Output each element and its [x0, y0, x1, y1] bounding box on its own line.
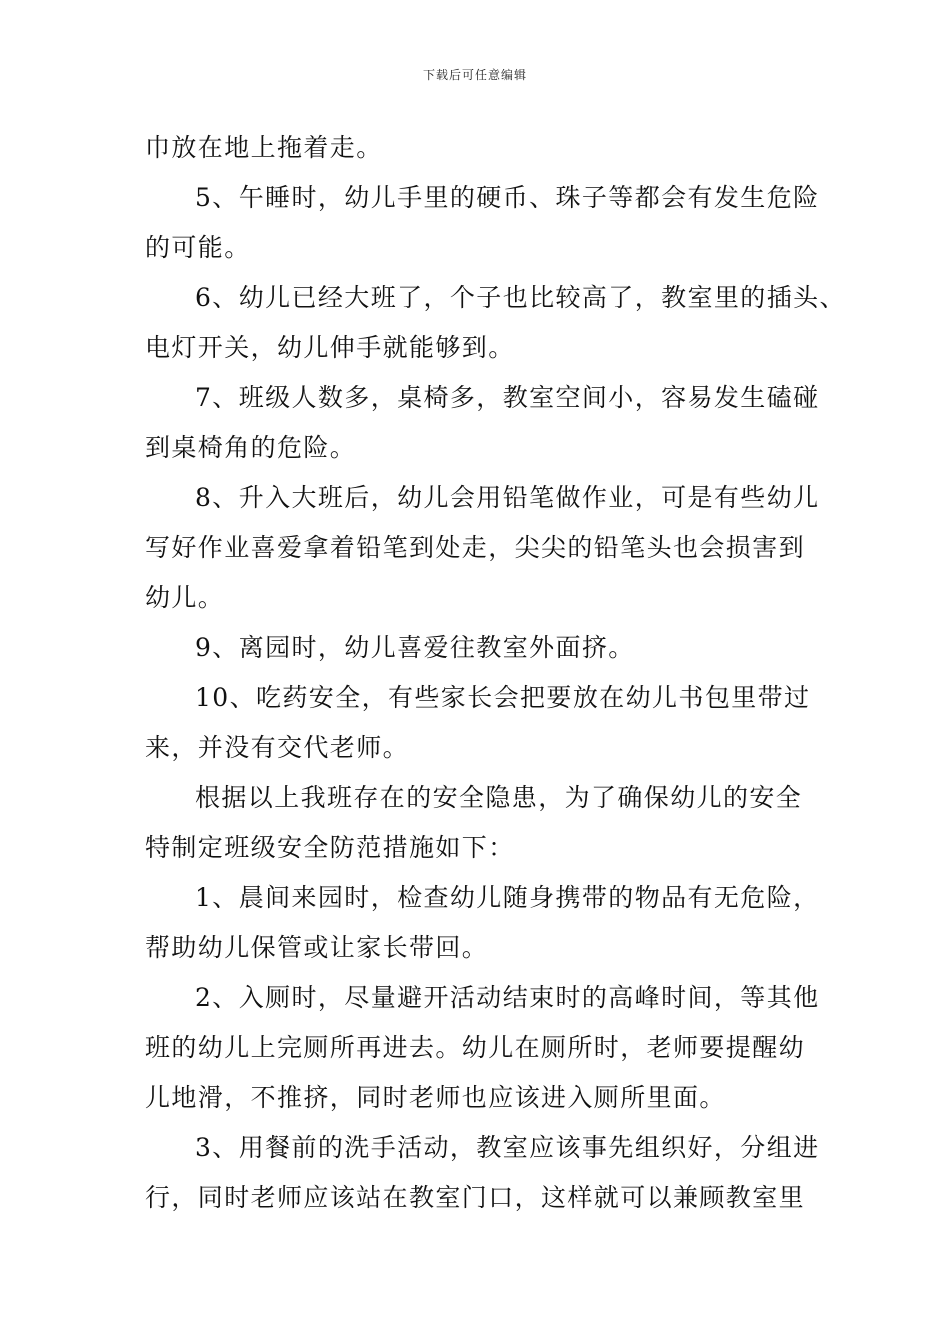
text-line: 10、吃药安全，有些家长会把要放在幼儿书包里带过: [195, 683, 811, 712]
text-line: 5、午睡时，幼儿手里的硬币、珠子等都会有发生危险: [195, 183, 820, 212]
page-header: 下载后可任意编辑: [422, 68, 527, 82]
text-line: 根据以上我班存在的安全隐患，为了确保幼儿的安全: [195, 783, 803, 812]
text-line: 电灯开关，幼儿伸手就能够到。: [145, 333, 515, 362]
text-line: 1、晨间来园时，检查幼儿随身携带的物品有无危险，: [195, 883, 820, 912]
text-line: 巾放在地上拖着走。: [145, 133, 383, 162]
text-line: 7、班级人数多，桌椅多，教室空间小，容易发生磕碰: [195, 383, 820, 412]
text-line: 行，同时老师应该站在教室门口，这样就可以兼顾教室里: [145, 1183, 806, 1212]
text-line: 的可能。: [145, 233, 251, 262]
text-line: 帮助幼儿保管或让家长带回。: [145, 933, 489, 962]
text-line: 到桌椅角的危险。: [145, 433, 357, 462]
text-line: 写好作业喜爱拿着铅笔到处走，尖尖的铅笔头也会损害到: [145, 533, 806, 562]
text-line: 2、入厕时，尽量避开活动结束时的高峰时间，等其他: [195, 983, 820, 1012]
text-line: 幼儿。: [145, 583, 225, 612]
text-line: 来，并没有交代老师。: [145, 733, 410, 762]
text-line: 3、用餐前的洗手活动，教室应该事先组织好，分组进: [195, 1133, 820, 1162]
text-line: 儿地滑，不推挤，同时老师也应该进入厕所里面。: [145, 1083, 726, 1112]
text-line: 特制定班级安全防范措施如下：: [145, 833, 515, 862]
text-line: 班的幼儿上完厕所再进去。幼儿在厕所时，老师要提醒幼: [145, 1033, 806, 1062]
text-line: 6、幼儿已经大班了，个子也比较高了，教室里的插头、: [195, 283, 846, 312]
text-line: 8、升入大班后，幼儿会用铅笔做作业，可是有些幼儿: [195, 483, 820, 512]
text-line: 9、离园时，幼儿喜爱往教室外面挤。: [195, 633, 635, 662]
